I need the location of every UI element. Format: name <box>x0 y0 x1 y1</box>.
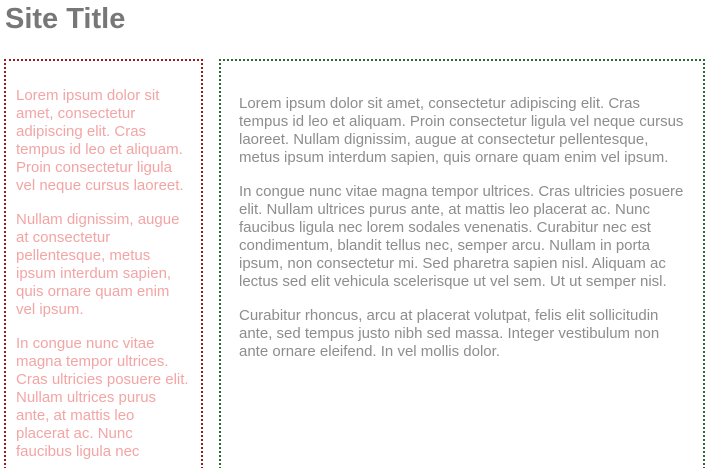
main-content <box>221 61 703 361</box>
sidebar-paragraph: Lorem ipsum dolor sit amet, consectetur adipiscing elit. Cras tempus id leo et aliquam. Proin consectetur ligula vel neque cursus laoreet. <box>16 87 184 194</box>
main-content-panel <box>219 59 705 468</box>
sidebar-panel <box>4 59 203 468</box>
site-title: Site Title <box>5 3 126 35</box>
sidebar-paragraph: Nullam dignissim, augue at consectetur pellentesque, metus ipsum interdum sapien, quis ornare quam enim vel ipsum. <box>16 211 180 318</box>
main-paragraph: Lorem ipsum dolor sit amet, consectetur adipiscing elit. Cras tempus id leo et aliquam. Proin consectetur ligula vel neque cursus laoreet. Nullam dignissim, augue at consectetur pellentesque, metus ipsum interdum sapien, quis ornare quam enim vel ipsum. <box>239 95 684 166</box>
main-paragraph: Curabitur rhoncus, arcu at placerat volutpat, felis elit sollicitudin ante, sed tempus justo nibh sed massa. Integer vestibulum non ante ornare eleifend. In vel mollis dolor. <box>239 307 660 360</box>
main-paragraph: In congue nunc vitae magna tempor ultrices. Cras ultricies posuere elit. Nullam ultrices purus ante, at mattis leo placerat ac. Nunc faucibus ligula nec lorem sodales venenatis. Curabitur nec est condimentum, blandit tellus nec, semper arcu. Nullam in porta ipsum, non consectetur mi. Sed pharetra sapien nisl. Aliquam ac lectus sed elit vehicula scelerisque ut vel sem. Ut ut semper nisl. <box>239 183 684 290</box>
sidebar-paragraph: In congue nunc vitae magna tempor ultrices. Cras ultricies posuere elit. Nullam ultrices purus ante, at mattis leo placerat ac. Nunc faucibus ligula nec <box>16 335 189 460</box>
sidebar-content <box>6 61 201 461</box>
